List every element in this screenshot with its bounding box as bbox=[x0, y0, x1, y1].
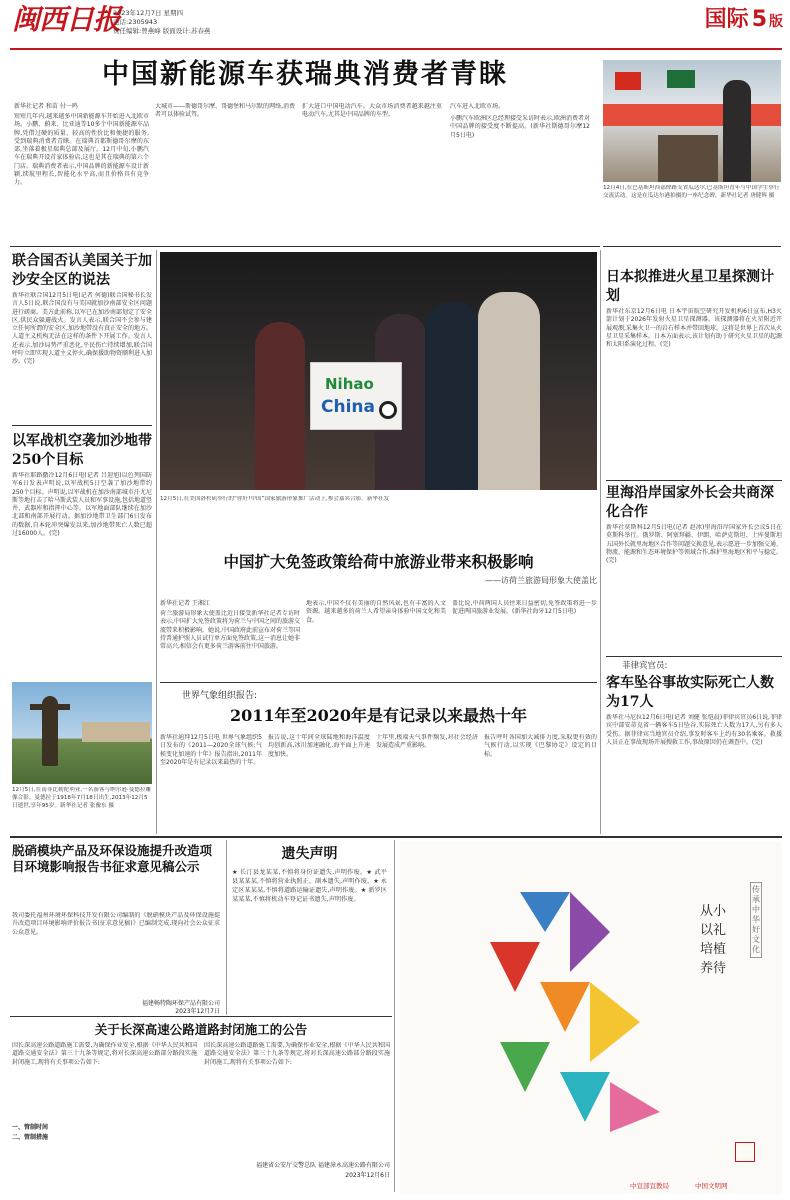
ad1-date: 2023年12月7日 bbox=[175, 1008, 220, 1015]
masthead bbox=[0, 0, 790, 50]
japan-body: 新华社东京12月6日电 日本宇宙航空研究开发机构6日宣布,H3火箭计划于2026年发射火星卫星探测器。该探测器将在火星附近开展观测,采集火卫一的岩石样本并带回地球。这将是世界上首次从火星卫星采集样本。日本方面表示,该计划有助于研究火星卫星的起源和太阳系演化过程。(完) bbox=[606, 308, 782, 349]
culture-footer-2: 中国文明网 bbox=[695, 1182, 728, 1190]
nihao-china-photo bbox=[160, 252, 597, 490]
notice-date: 2023年12月6日 bbox=[345, 1172, 390, 1179]
culture-line-3: 培植 bbox=[700, 942, 727, 957]
un-headline: 联合国否认美国关于加沙安全区的说法 bbox=[12, 253, 152, 288]
mandela-photo bbox=[12, 682, 152, 784]
person-figure bbox=[723, 80, 751, 182]
podium-shape bbox=[658, 135, 718, 182]
japan-headline: 日本拟推进火星卫星探测计划 bbox=[606, 269, 774, 304]
page-number: 5 bbox=[751, 7, 767, 32]
person-3 bbox=[425, 302, 480, 490]
lost-title: 遗失声明 bbox=[281, 846, 338, 862]
tangram-piece-green bbox=[500, 1042, 550, 1092]
tourism-byline: 新华社记者 王湘江 bbox=[160, 600, 210, 607]
statue-arms bbox=[30, 704, 70, 710]
masthead-phone: 电话:2305943 bbox=[113, 18, 158, 26]
divider-center bbox=[160, 682, 597, 683]
divider-bottom bbox=[10, 836, 782, 838]
culture-vertical: 传承中华好文化 bbox=[750, 882, 762, 958]
ad1-sign: 福建畅特陶环保产品有限公司 bbox=[141, 1000, 220, 1007]
israel-headline: 以军战机空袭加沙地带250个目标 bbox=[12, 433, 152, 468]
vdivider-right bbox=[600, 250, 601, 834]
lost-body: ★ 长汀县龙某某,不慎将身份证遗失,声明作废。★ 武平县某某某,不慎将营业执照正、副本遗失,声明作废。★ 永定区某某某,不慎将道路运输证遗失,声明作废。★ 新罗区某某某,不慎将机动车登记证书遗失,声明作废。 bbox=[232, 869, 387, 903]
tangram-graphic bbox=[460, 872, 680, 1142]
nihao-caption: 12月5日,在美国洛杉矶举行的“你好!中国”国家旅游形象推广活动上,参会嘉宾合影。新华社发 bbox=[160, 496, 390, 502]
divider-right-top bbox=[603, 246, 781, 247]
panda-icon bbox=[379, 401, 397, 419]
pakistan-caption: 12月4日,在巴基斯坦西部俾路支省瓜达尔,巴基斯坦青年与中国学生举行交流活动。这是在瓜达尔港拍摄的一座纪念碑。新华社记者 唐健辉 摄 bbox=[603, 185, 780, 199]
tangram-piece-cyan bbox=[560, 1072, 610, 1122]
phil-headline: 客车坠谷事故实际死亡人数为17人 bbox=[606, 675, 774, 710]
tangram-piece-purple bbox=[570, 892, 610, 972]
lead-col-3: 扩大进口中国电动汽车。大众市场消费者越来越注重电动汽车,尤其是中国品牌的车型。 bbox=[302, 103, 442, 119]
masthead-rule bbox=[10, 48, 782, 50]
pakistan-photo bbox=[603, 60, 781, 182]
caspian-body: 新华社莫斯科12月5日电(记者 赵冰)里海沿岸国家外长会议5日在莫斯科举行。俄罗斯、阿塞拜疆、伊朗、哈萨克斯坦、土库曼斯坦五国外长就里海地区合作等问题交换意见,表示愿进一步加强交通、物流、能源和生态环境保护等领域合作,维护里海地区和平与稳定。(完) bbox=[606, 524, 782, 565]
notice-title: 关于长深高速公路道路封闭施工的公告 bbox=[94, 1022, 308, 1037]
banner-shape bbox=[603, 104, 781, 126]
tourism-headline: 中国扩大免签政策给荷中旅游业带来积极影响 bbox=[223, 552, 534, 571]
lead-col-4: 汽车进入北欧市场。 bbox=[450, 103, 505, 110]
masthead-editors: 责任编辑:曾燕峰 版面设计:苏春燕 bbox=[113, 27, 211, 35]
vdivider-left bbox=[156, 250, 157, 834]
sign-text-1: Nihao bbox=[325, 375, 374, 393]
flag-green bbox=[667, 70, 695, 88]
tangram-piece-red bbox=[490, 942, 540, 992]
climate-body-4: 报告呼吁各国加大减排力度,采取更有效的气候行动,以实现《巴黎协定》设定的目标。 bbox=[484, 734, 597, 758]
tourism-body-1: 荷兰旅游局形象大使盖比近日接受新华社记者专访时表示,中国扩大免签政策将为荷兰与中国之间的旅游交流带来积极影响。她说,中国政府此前宣布对荷兰等国持普通护照人员试行单方面免签政策,这一消息让她非常高兴,相信会有更多荷兰游客前往中国旅游。 bbox=[160, 610, 300, 651]
notice-sec-2: 二、管制措施 bbox=[12, 1134, 49, 1141]
notice-sign: 福建省公安厅交警总队 福建漳永高速公路有限公司 bbox=[256, 1162, 390, 1169]
lead-headline: 中国新能源车获瑞典消费者青睐 bbox=[102, 59, 508, 90]
tangram-piece-orange bbox=[540, 982, 590, 1032]
divider-right-2 bbox=[606, 656, 782, 657]
notice-body: 因长深高速公路道路施工需要,为确保作业安全,根据《中华人民共和国道路交通安全法》第三十九条等规定,将对长深高速公路部分路段实施封闭施工,现将有关事项公告如下: bbox=[12, 1042, 197, 1066]
nihao-sign bbox=[310, 362, 402, 430]
section-name: 国际 bbox=[704, 7, 749, 32]
climate-body-2: 报告说,这十年间全球陆地和海洋温度均创新高,冰川加速融化,海平面上升速度加快。 bbox=[268, 734, 370, 758]
phil-body: 新华社马尼拉12月6日电(记者 刘健 张恺晨)菲律宾官员6日说,菲律宾中部安蒂克省一辆客车5日坠谷,实际死亡人数为17人,另有多人受伤。据菲律宾当地官员介绍,事发时客车上约有30名乘客。救援人员正在事故现场开展搜救工作,事故原因仍在调查中。(完) bbox=[606, 714, 782, 746]
tangram-piece-yellow bbox=[590, 982, 640, 1062]
tourism-body-2: 地表示,中国不仅有美丽的自然风景,也有丰富的人文资源。越来越多的荷兰人希望亲身体验中国文化和美食。 bbox=[306, 600, 446, 624]
culture-ad bbox=[400, 842, 782, 1194]
culture-stamp bbox=[735, 1142, 755, 1162]
tourism-subhead: ——访荷兰旅游局形象大使盖比 bbox=[485, 576, 597, 585]
vdivider-bottom-2 bbox=[394, 840, 395, 1192]
divider-left-1 bbox=[12, 425, 152, 426]
israel-body: 新华社耶路撒冷12月6日电(记者 吕迎旭)以色列国防军6日发表声明说,以军战机5日空袭了加沙地带约250个目标。声明说,以军战机在加沙南部城市汗尤尼斯等地打击了哈马斯武装人员和军事设施,包括地道竖井、武器库和指挥中心等。以军地面部队继续在加沙北部和南部开展行动。据加沙地带卫生部门6日发布的数据,自本轮冲突爆发以来,加沙地带死亡人数已超过16000人。(完) bbox=[12, 472, 152, 538]
tourism-body-3: 盖比说,中荷两国人员往来日益密切,免签政策将进一步促进两国旅游业发展。(新华社海牙12月5日电) bbox=[452, 600, 597, 616]
culture-line-4: 养待 bbox=[700, 961, 727, 976]
person-4 bbox=[478, 292, 540, 490]
sign-text-2: China bbox=[321, 397, 375, 417]
tangram-piece-pink bbox=[610, 1082, 660, 1132]
climate-kicker: 世界气象组织报告: bbox=[182, 691, 258, 701]
un-body: 新华社联合国12月5日电(记者 何德)联合国秘书长发言人5日说,联合国没有与美国就加沙南部安全区问题进行磋商。美方此前称,以军已在加沙南部划定了安全区,供民众躲避战火。发言人表示,联合国不会参与建立任何所谓的安全区,加沙地带没有真正安全的地方。人道主义机构无法在这样的条件下开展工作。发言人还表示,加沙局势严重恶化,平民伤亡持续增加,联合国呼吁立即实现人道主义停火,确保援助物资顺利进入加沙。(完) bbox=[12, 292, 152, 366]
divider-right-1 bbox=[606, 480, 782, 481]
section-label bbox=[668, 6, 783, 36]
notice-sec-1: 一、管制时间 bbox=[12, 1124, 49, 1131]
phil-kicker: 菲律宾官员: bbox=[622, 661, 668, 671]
climate-body-3: 十年里,极端天气事件频发,对社会经济发展造成严重影响。 bbox=[376, 734, 478, 750]
climate-body-1: 新华社迪拜12月5日电 世界气象组织5日发布的《2011—2020全球气候:气候变化加速的十年》报告指出,2011年至2020年是有记录以来最热的十年。 bbox=[160, 734, 262, 766]
tangram-piece-blue bbox=[520, 892, 570, 932]
person-1 bbox=[255, 322, 305, 490]
building-shape bbox=[82, 722, 150, 742]
climate-headline: 2011年至2020年是有记录以来最热十年 bbox=[229, 706, 528, 725]
culture-line-1: 从小 bbox=[700, 904, 727, 919]
notice-body-right: 因长深高速公路道路施工需要,为确保作业安全,根据《中华人民共和国道路交通安全法》第三十九条等规定,将对长深高速公路部分路段实施封闭施工,现将有关事项公告如下: bbox=[204, 1042, 390, 1066]
divider-lead bbox=[10, 246, 600, 247]
vdivider-bottom-1 bbox=[226, 840, 227, 1015]
ad1-body: 我司委托福州环境环保科技开发有限公司编制的《脱硝模块产品及环保设施提升改造项目环境影响评价报告书(征求意见稿)》已编制完成,现向社会公众征求公众意见。 bbox=[12, 912, 220, 936]
lead-col-1: 短短几年内,越来越多中国新能源车开始进入北欧市场。小鹏、蔚来、比亚迪等10多个中国新能源车品牌,凭借过硬的质量、较高的性价比和便捷的服务,受到瑞典消费者青睐。在瑞典首都斯德哥尔摩的东郊,坐落着极星瑞典总部及展厅。12月中旬,小鹏汽车在瑞典开设首家体验店,这也是其在瑞典的第六个门店。瑞典消费者表示,中国品牌的新能源车设计新颖,续航里程长,智能化水平高,而且价格具有竞争力。 bbox=[14, 113, 149, 187]
lead-byline: 新华社记者 和苗 付一鸣 bbox=[14, 103, 78, 110]
lead-col-5: 小鹏汽车欧洲区总经理接受采访时表示,欧洲消费者对中国品牌的接受度不断提高。(新华社斯德哥尔摩12月5日电) bbox=[450, 115, 590, 139]
mandela-caption: 12月5日,在南非比勒陀利亚,一名游客与纳尔逊·曼德拉雕像合影。曼德拉于1918年7月18日出生,2013年12月5日逝世,享年95岁。新华社记者 张豫东 摄 bbox=[12, 787, 152, 809]
lead-col-2: 大城市——斯德哥尔摩、哥德堡和马尔默的网络,消费者可以体验试驾。 bbox=[155, 103, 295, 119]
page-unit: 版 bbox=[769, 14, 783, 30]
ad1-title: 脱硝模块产品及环保设施提升改造项目环境影响报告书征求意见稿公示 bbox=[12, 843, 213, 874]
flag-red bbox=[615, 72, 641, 90]
divider-bottom-2 bbox=[10, 1016, 392, 1017]
masthead-logo: 闽西日报 bbox=[12, 3, 121, 36]
culture-footer-1: 中宣部宣教局 bbox=[630, 1182, 669, 1190]
caspian-headline: 里海沿岸国家外长会共商深化合作 bbox=[606, 485, 774, 520]
masthead-date: 2023年12月7日 星期四 bbox=[113, 9, 184, 17]
culture-line-2: 以礼 bbox=[700, 923, 727, 938]
